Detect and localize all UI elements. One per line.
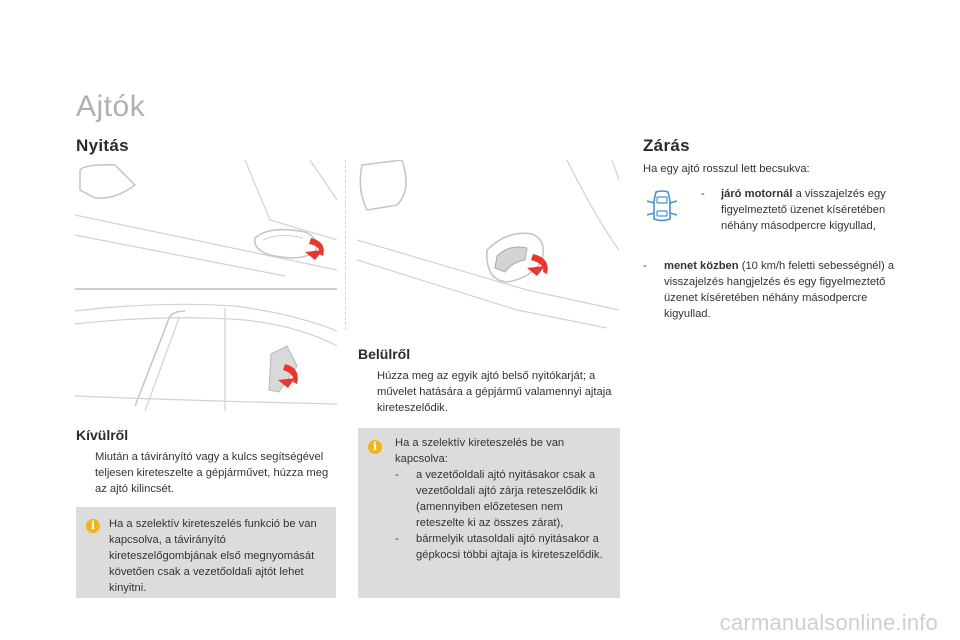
inside-heading: Belülről	[358, 346, 411, 362]
outside-note-text: Ha a szelektív kireteszelés funkció be van kapcsolva, a távirányító kireteszelőgombjának első megnyomását követően csak a vezetőoldali ajtót lehet kinyitni.	[109, 518, 317, 594]
closing-item-text: (10 km/h feletti sebességnél) a visszajelzés hangjelzés és egy figyelmeztető üzenet kíséretében néhány másodpercre kigyullad.	[664, 260, 895, 320]
column-divider	[345, 160, 346, 330]
outside-handle-illustration	[75, 160, 337, 290]
closing-intro: Ha egy ajtó rosszul lett becsukva:	[643, 163, 810, 175]
closing-item-engine-running	[701, 186, 911, 234]
outside-heading: Kívülről	[76, 427, 129, 443]
dash: -	[395, 469, 399, 481]
opening-heading: Nyitás	[76, 136, 129, 155]
closing-item-text: a visszajelzés egy figyelmeztető üzenet kíséretében néhány másodpercre kigyullad,	[721, 188, 886, 232]
inside-instruction	[358, 368, 620, 416]
dash: -	[701, 188, 705, 200]
info-icon: i	[368, 440, 382, 454]
inside-note-item-text: a vezetőoldali ajtó nyitásakor csak a vezetőoldali ajtó zárja reteszelődik ki (amennyiben előzetesen nem reteszelte ki az összes zárat),	[416, 469, 598, 529]
inside-note-intro: Ha a szelektív kireteszelés be van kapcsolva:	[395, 437, 565, 465]
dash: -	[395, 533, 399, 545]
inside-note-item	[395, 531, 610, 563]
watermark: carmanualsonline.info	[719, 610, 938, 635]
info-icon: i	[86, 519, 100, 533]
inside-note-box	[358, 428, 620, 598]
closing-item-bold: menet közben	[664, 260, 739, 272]
inside-handle-illustration	[357, 160, 619, 330]
inside-instruction-text: Húzza meg az egyik ajtó belső nyitókarját; a művelet hatására a gépjármű valamennyi ajtaja kireteszelődik.	[377, 370, 612, 414]
door-open-warning-icon	[644, 189, 680, 225]
bullet-mark	[358, 368, 368, 416]
dash: -	[643, 260, 647, 272]
closing-item-bold: járó motornál	[721, 188, 793, 200]
inside-note-item	[395, 467, 610, 531]
rear-door-illustration	[75, 296, 337, 416]
outside-instruction	[76, 449, 336, 497]
inside-note-item-text: bármelyik utasoldali ajtó nyitásakor a gépkocsi többi ajtaja is kireteszelődik.	[416, 533, 603, 561]
bullet-mark	[76, 449, 86, 497]
outside-instruction-text: Miután a távirányító vagy a kulcs segítségével teljesen kireteszelte a gépjárművet, húzza meg az ajtó kilincsét.	[95, 451, 329, 495]
closing-heading: Zárás	[643, 136, 690, 155]
page-title: Ajtók	[76, 90, 146, 123]
outside-note-box	[76, 507, 336, 598]
closing-item-driving	[643, 258, 898, 322]
